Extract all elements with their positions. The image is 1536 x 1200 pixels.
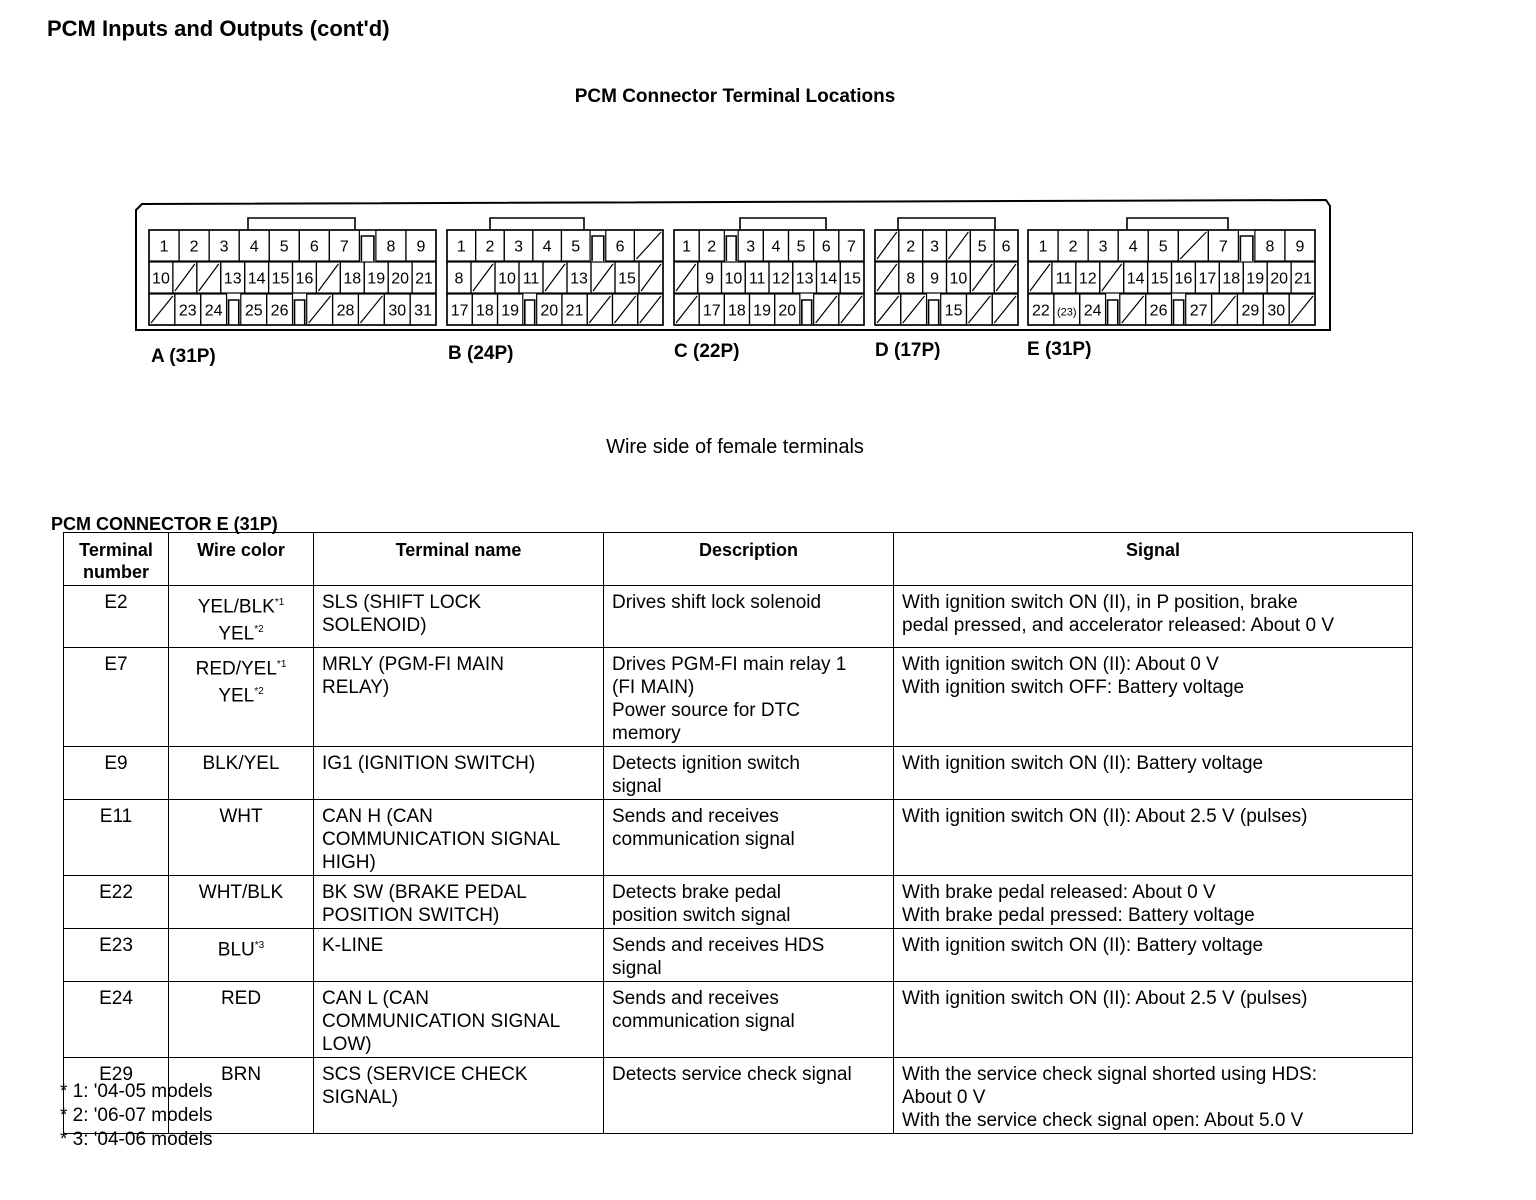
connector-e-terminal-number: 8 [1265, 238, 1275, 256]
connector-a-terminal-number: 25 [244, 302, 263, 320]
connector-e-terminal-number: 5 [1158, 238, 1168, 256]
description-cell [604, 981, 894, 1057]
connector-a-terminal-number: 16 [295, 270, 314, 288]
cell-line: With ignition switch OFF: Battery voltage [902, 676, 1245, 698]
terminal-number-cell: E11 [64, 799, 169, 875]
cell-line: About 0 V [902, 1086, 986, 1108]
connector-e-empty-cavity [1180, 232, 1206, 259]
connector-c-key-slot [802, 300, 812, 325]
connector-c-latch [740, 218, 826, 230]
connector-e-key-slot [1108, 300, 1118, 325]
connector-c-label: C (22P) [674, 341, 740, 362]
connector-a-terminal-number: 14 [247, 270, 266, 288]
terminal-number-cell: E22 [64, 875, 169, 928]
cell-line: signal [612, 775, 662, 797]
cell-line: IG1 (IGNITION SWITCH) [322, 752, 536, 774]
connector-c-empty-cavity [676, 264, 696, 291]
footnote-ref: *1 [274, 597, 285, 608]
connector-e-terminal-number: 9 [1295, 238, 1305, 256]
wire-color: BRN [220, 1063, 262, 1085]
description-cell [604, 928, 894, 981]
wire-color: RED [220, 987, 262, 1009]
cell-line: position switch signal [612, 904, 791, 926]
cell-line: With the service check signal shorted using HDS: [902, 1063, 1318, 1085]
cell-line: SCS (SERVICE CHECK [322, 1063, 528, 1085]
wire-color-cell [169, 647, 314, 746]
connector-d-empty-cavity [968, 296, 990, 323]
connector-e-terminal-number: 14 [1126, 270, 1145, 288]
description-cell [604, 586, 894, 648]
cell-line: POSITION SWITCH) [322, 904, 500, 926]
connector-e-empty-cavity [1122, 296, 1144, 323]
connector-e-label: E (31P) [1027, 339, 1092, 360]
footnote-ref: *2 [254, 685, 264, 697]
connector-c-terminal-number: 3 [746, 238, 756, 256]
terminal-name-cell [314, 746, 604, 799]
cell-line: (FI MAIN) [612, 676, 695, 698]
table-row [64, 928, 1413, 981]
connector-a-key-slot [295, 300, 305, 325]
connector-c-empty-cavity [816, 296, 837, 323]
connector-d-empty-cavity [996, 264, 1016, 291]
header-signal: Signal [894, 533, 1413, 586]
connector-c-terminal-number: 6 [821, 238, 831, 256]
description-cell [604, 647, 894, 746]
connector-b-terminal-number: 3 [514, 238, 523, 256]
cell-line: With ignition switch ON (II), in P position, brake [902, 592, 1298, 613]
connector-c-terminal-number: 13 [795, 270, 814, 288]
table-row [64, 981, 1413, 1057]
connector-a-terminal-number: 20 [391, 270, 410, 288]
connector-b-terminal-number: 1 [456, 238, 466, 256]
connector-e-empty-cavity [1030, 264, 1050, 291]
connector-b-terminal-number: 15 [618, 270, 636, 288]
terminal-name-cell [314, 647, 604, 746]
cell-line: BK SW (BRAKE PEDAL [322, 881, 527, 903]
connector-e-terminal-number: 18 [1222, 270, 1241, 288]
connector-e-terminal-number: 2 [1068, 238, 1078, 256]
table-row [64, 746, 1413, 799]
connector-d-terminal-number: 3 [930, 238, 940, 256]
connector-d-terminal-number: 6 [1001, 238, 1011, 256]
cell-line: COMMUNICATION SIGNAL [322, 828, 561, 850]
connector-d-empty-cavity [877, 296, 899, 323]
cell-line: Drives shift lock solenoid [612, 592, 822, 613]
signal-cell [894, 799, 1413, 875]
cell-line: SIGNAL) [322, 1086, 399, 1108]
wire-color-cell [169, 799, 314, 875]
connector-b-terminal-number: 19 [501, 302, 520, 320]
connector-a-terminal-number: 31 [414, 302, 432, 320]
cell-line: With ignition switch ON (II): About 2.5 V (pulses) [902, 987, 1308, 1009]
connector-c-terminal-number: 18 [728, 302, 746, 320]
signal-cell [894, 586, 1413, 648]
connector-c-terminal-number: 14 [819, 270, 838, 288]
terminal-number-cell: E2 [64, 586, 169, 648]
wire-color: YEL/BLK$^{*1}$ [197, 596, 285, 618]
connector-a-terminal-number: 26 [270, 302, 289, 320]
connector-b-empty-cavity [589, 296, 610, 323]
connector-d-empty-cavity [903, 296, 925, 323]
connector-d-empty-cavity [994, 296, 1016, 323]
table-row [64, 1057, 1413, 1133]
connector-e-terminal-number: 26 [1149, 302, 1168, 320]
connector-e-terminal-number: 22 [1032, 302, 1050, 320]
connector-e-terminal-number: 17 [1198, 270, 1217, 288]
cell-line: With ignition switch ON (II): About 2.5 V (pulses) [902, 805, 1308, 827]
connector-a-terminal-number: 2 [189, 238, 199, 256]
connector-a-terminal-number: 24 [204, 302, 223, 320]
connector-a-terminal-number: 13 [223, 270, 242, 288]
connector-d-empty-cavity [972, 264, 992, 291]
description-cell [604, 746, 894, 799]
wire-color: WHT/BLK [198, 881, 284, 903]
connector-a-terminal-number: 1 [159, 238, 169, 256]
cell-line: Sends and receives HDS [612, 934, 825, 956]
connector-e-terminal-number: 24 [1083, 302, 1102, 320]
page-title: PCM Inputs and Outputs (cont'd) [47, 16, 390, 41]
connector-a-terminal-number: 4 [249, 238, 259, 256]
terminal-number-cell: E29 [64, 1057, 169, 1133]
wire-color-cell [169, 981, 314, 1057]
connector-a-terminal-number: 3 [219, 238, 229, 256]
connector-d-terminal-number: 2 [906, 238, 916, 256]
cell-line: Detects ignition switch [612, 752, 800, 774]
footnote-ref: *3 [254, 939, 265, 951]
cell-line: With ignition switch ON (II): About 0 V [902, 653, 1219, 675]
cell-line: With ignition switch ON (II): Battery voltage [902, 752, 1264, 774]
terminal-name-cell [314, 981, 604, 1057]
connector-e-terminal-number: 30 [1267, 302, 1286, 320]
connector-a-terminal-number: 18 [343, 270, 362, 288]
cell-line: Power source for DTC [612, 699, 800, 721]
header-wire-color: Wire color [169, 533, 314, 586]
connector-d-empty-cavity [877, 232, 897, 259]
terminal-number-cell: E7 [64, 647, 169, 746]
connector-e-terminal-number: 4 [1128, 238, 1138, 256]
connector-a-terminal-number: 30 [388, 302, 407, 320]
connector-e-terminal-number: 29 [1241, 302, 1260, 320]
footnote: * 1: '04-05 models [60, 1081, 213, 1102]
connector-b-terminal-number: 8 [454, 270, 464, 288]
signal-cell [894, 647, 1413, 746]
connector-b-terminal-number: 2 [485, 238, 495, 256]
cell-line: With brake pedal pressed: Battery voltage [902, 904, 1255, 926]
cell-line: RELAY) [322, 676, 390, 698]
connector-c-key-slot [726, 236, 736, 261]
connector-a-terminal-number: 21 [415, 270, 433, 288]
cell-line: HIGH) [322, 851, 376, 873]
connector-e-terminal-number: 21 [1294, 270, 1312, 288]
connector-b-latch [490, 218, 584, 230]
wire-color: BLK/YEL [202, 752, 280, 774]
table-row [64, 647, 1413, 746]
connector-b-terminal-number: 5 [571, 238, 581, 256]
connector-a-terminal-number: 23 [178, 302, 197, 320]
connector-b-terminal-number: 10 [498, 270, 516, 288]
connector-c-empty-cavity [676, 296, 697, 323]
terminal-name-cell [314, 799, 604, 875]
footnote: * 3: '04-06 models [60, 1129, 213, 1150]
connector-c-terminal-number: 2 [707, 238, 717, 256]
connector-b-terminal-number: 11 [522, 270, 540, 288]
cell-line: COMMUNICATION SIGNAL [322, 1010, 561, 1032]
wire-side-note: Wire side of female terminals [606, 436, 864, 458]
connector-b-label: B (24P) [448, 343, 514, 364]
connector-e-terminal-number: 15 [1150, 270, 1169, 288]
cell-line: memory [612, 722, 681, 744]
connector-c-terminal-number: 4 [771, 238, 781, 256]
description-cell [604, 799, 894, 875]
connector-e-terminal-number: 1 [1038, 238, 1048, 256]
table-row [64, 586, 1413, 648]
connector-a-key-slot [229, 300, 239, 325]
wire-color-cell [169, 875, 314, 928]
wire-color: BLU$^{*3}$ [217, 938, 265, 960]
cell-line: CAN L (CAN [322, 987, 429, 1009]
connector-e-empty-cavity [1102, 264, 1122, 291]
cell-line: MRLY (PGM-FI MAIN [322, 653, 504, 675]
cell-line: Detects brake pedal [612, 881, 781, 903]
connector-d-label: D (17P) [875, 340, 941, 361]
connector-a-terminal-number: 6 [309, 238, 319, 256]
wire-color-cell [169, 746, 314, 799]
terminal-name-cell [314, 1057, 604, 1133]
description-cell [604, 875, 894, 928]
terminal-name-cell [314, 586, 604, 648]
connector-c-terminal-number: 20 [778, 302, 797, 320]
connector-c-terminal-number: 11 [748, 270, 766, 288]
description-cell [604, 1057, 894, 1133]
signal-cell [894, 981, 1413, 1057]
connector-b-key-slot [592, 236, 604, 261]
connector-a-terminal-number: 8 [386, 238, 396, 256]
connector-b-terminal-number: 4 [542, 238, 552, 256]
connector-d-latch [898, 218, 995, 230]
cell-line: Sends and receives [612, 987, 779, 1009]
connector-b-empty-cavity [545, 264, 565, 291]
connector-d-terminal-number: 10 [949, 270, 968, 288]
connector-b-empty-cavity [640, 296, 661, 323]
connector-e-terminal-number: 16 [1174, 270, 1193, 288]
connector-a-empty-cavity [175, 264, 195, 291]
connector-a-key-slot [361, 236, 374, 261]
connector-b-terminal-number: 6 [615, 238, 625, 256]
cell-line: Sends and receives [612, 805, 779, 827]
footnote-ref: *2 [254, 624, 264, 636]
cell-line: K-LINE [322, 934, 384, 956]
connector-b-key-slot [525, 300, 535, 325]
connector-c-empty-cavity [841, 296, 862, 323]
connector-c-terminal-number: 5 [796, 238, 806, 256]
wire-color-cell [169, 586, 314, 648]
connector-e-terminal-number: 20 [1270, 270, 1289, 288]
connector-b-terminal-number: 18 [475, 302, 494, 320]
connector-b-terminal-number: 20 [540, 302, 559, 320]
connector-e-terminal-number: 7 [1218, 238, 1228, 256]
terminal-table [63, 532, 1413, 1134]
signal-cell [894, 746, 1413, 799]
connector-b-empty-cavity [593, 264, 613, 291]
signal-cell [894, 928, 1413, 981]
connector-c-terminal-number: 10 [724, 270, 743, 288]
connector-d-empty-cavity [949, 232, 969, 259]
connector-d-terminal-number: 15 [944, 302, 963, 320]
table-title: PCM CONNECTOR E (31P) [51, 514, 278, 534]
connector-e-key-slot [1240, 236, 1253, 261]
connector-c-terminal-number: 12 [771, 270, 790, 288]
connector-b-empty-cavity [473, 264, 493, 291]
connector-e-terminal-number: 27 [1189, 302, 1208, 320]
cell-line: Detects service check signal [612, 1063, 852, 1085]
connector-c-terminal-number: 9 [705, 270, 715, 288]
connector-a-empty-cavity [199, 264, 219, 291]
wire-color: RED/YEL$^{*1}$ [195, 657, 287, 679]
connector-d-terminal-number: 9 [930, 270, 940, 288]
header-terminal-number: Terminal number [64, 533, 169, 586]
connector-e-terminal-number: 3 [1098, 238, 1108, 256]
connector-b-terminal-number: 21 [565, 302, 584, 320]
connector-a-empty-cavity [151, 296, 173, 323]
cell-line: LOW) [322, 1033, 372, 1055]
terminal-number-cell: E9 [64, 746, 169, 799]
cell-line: With the service check signal open: About 5.0 V [902, 1109, 1304, 1131]
section-title: PCM Connector Terminal Locations [574, 86, 896, 107]
cell-line: communication signal [612, 828, 795, 850]
connector-a-label: A (31P) [151, 346, 216, 367]
connector-a-latch [248, 218, 355, 230]
connector-c-terminal-number: 19 [753, 302, 771, 320]
connector-d-key-slot [929, 300, 939, 325]
terminal-name-cell [314, 928, 604, 981]
footnote: * 2: '06-07 models [60, 1105, 213, 1126]
connector-e-terminal-number: 11 [1055, 270, 1073, 288]
connector-a-empty-cavity [318, 264, 338, 291]
terminal-number-cell: E24 [64, 981, 169, 1057]
connector-b-terminal-number: 17 [450, 302, 469, 320]
connector-e-terminal-number: 19 [1246, 270, 1265, 288]
connector-b-terminal-number: 13 [570, 270, 588, 288]
cell-line: Drives PGM-FI main relay 1 [612, 653, 847, 675]
connector-d-terminal-number: 5 [977, 238, 987, 256]
connector-a-terminal-number: 7 [339, 238, 349, 256]
footnotes [60, 1080, 213, 1152]
signal-cell [894, 1057, 1413, 1133]
cell-line: signal [612, 957, 662, 979]
connector-a-terminal-number: 10 [152, 270, 170, 288]
connector-e-empty-cavity [1291, 296, 1313, 323]
header-terminal-name: Terminal name [314, 533, 604, 586]
connector-diagram [0, 0, 1536, 420]
wire-color-cell [169, 928, 314, 981]
cell-line: SLS (SHIFT LOCK [322, 592, 482, 613]
connector-c-terminal-number: 1 [682, 238, 692, 256]
connector-a-terminal-number: 28 [336, 302, 355, 320]
signal-cell [894, 875, 1413, 928]
footnote-ref: *1 [276, 658, 287, 670]
wire-color: YEL$^{*2}$ [218, 685, 264, 707]
connector-a-empty-cavity [309, 296, 331, 323]
connector-a-terminal-number: 5 [279, 238, 289, 256]
table-row [64, 799, 1413, 875]
connector-a-terminal-number: 9 [416, 238, 426, 256]
cell-line: SOLENOID) [322, 615, 427, 636]
connector-b-empty-cavity [636, 232, 661, 259]
connector-e-terminal-number: 12 [1078, 270, 1097, 288]
connector-e-latch [1127, 218, 1228, 230]
connector-c-terminal-number: 15 [843, 270, 862, 288]
terminal-name-cell [314, 875, 604, 928]
connector-e-key-slot [1174, 300, 1184, 325]
cell-line: CAN H (CAN [322, 805, 433, 827]
header-description: Description [604, 533, 894, 586]
connector-e-empty-cavity [1214, 296, 1236, 323]
connector-a-terminal-number: 15 [271, 270, 290, 288]
cell-line: pedal pressed, and accelerator released: About 0 V [902, 615, 1335, 636]
connector-e-terminal-number: (23) [1057, 306, 1077, 319]
table-row [64, 875, 1413, 928]
terminal-number-cell: E23 [64, 928, 169, 981]
table-header-row [64, 533, 1413, 586]
connector-c-terminal-number: 7 [846, 238, 856, 256]
cell-line: communication signal [612, 1010, 795, 1032]
connector-c-terminal-number: 17 [702, 302, 721, 320]
connector-a-terminal-number: 19 [367, 270, 386, 288]
connector-b-empty-cavity [614, 296, 635, 323]
connector-d-terminal-number: 8 [906, 270, 916, 288]
wire-color: YEL$^{*2}$ [218, 623, 264, 645]
cell-line: With brake pedal released: About 0 V [902, 881, 1216, 903]
wire-color: WHT [219, 805, 263, 827]
connector-a-empty-cavity [360, 296, 382, 323]
cell-line: With ignition switch ON (II): Battery voltage [902, 934, 1264, 956]
connector-b-empty-cavity [641, 264, 661, 291]
connector-d-empty-cavity [877, 264, 897, 291]
